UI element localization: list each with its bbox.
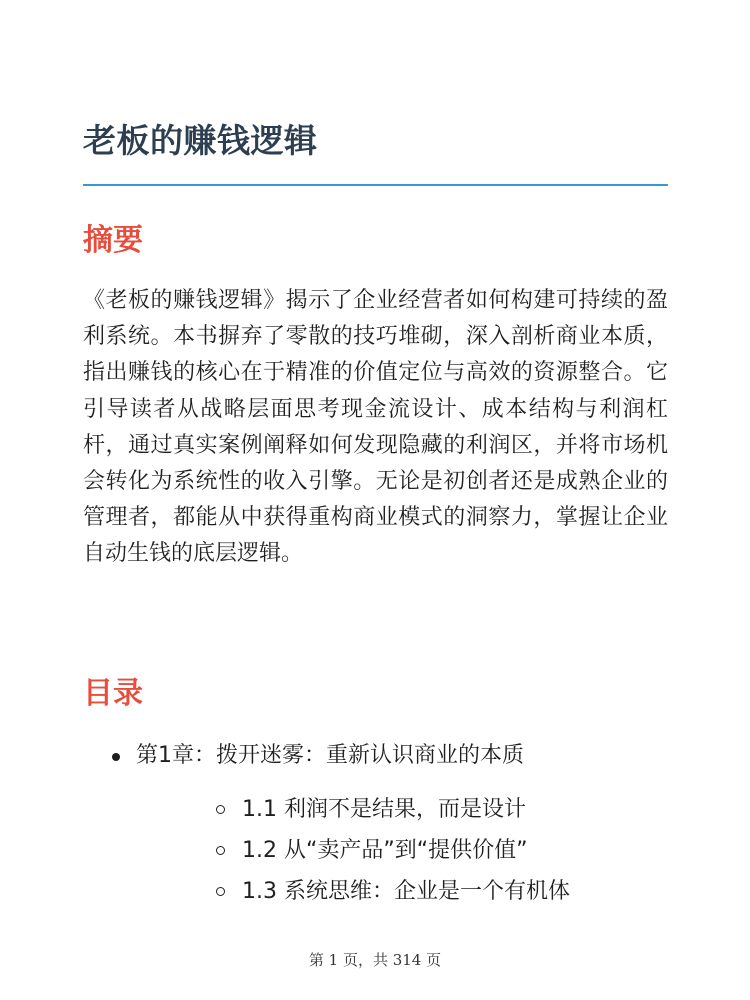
- table-of-contents: [83, 737, 668, 914]
- book-title: 老板的赚钱逻辑: [83, 121, 318, 160]
- circle-bullet-icon: [216, 805, 225, 814]
- title-divider: [83, 184, 668, 186]
- document-page: [83, 0, 668, 1000]
- page-number-footer: 第 1 页，共 314 页: [308, 951, 442, 969]
- toc-section-label: 1.3 系统思维：企业是一个有机体: [242, 879, 570, 904]
- toc-section-1-3: [83, 873, 668, 911]
- toc-chapter-label: 第1章：拨开迷雾：重新认识商业的本质: [136, 743, 524, 768]
- circle-bullet-icon: [216, 846, 225, 855]
- summary-heading: 摘要: [83, 223, 143, 258]
- toc-section-list: [136, 791, 668, 911]
- circle-bullet-icon: [216, 887, 225, 896]
- toc-section-label: 1.2 从“卖产品”到“提供价值”: [242, 838, 528, 863]
- toc-section-1-2: [83, 832, 668, 870]
- bullet-dot-icon: [112, 753, 120, 761]
- toc-section-label: 1.1 利润不是结果，而是设计: [242, 797, 526, 822]
- toc-section-1-1: [83, 791, 668, 829]
- toc-heading: 目录: [83, 676, 143, 711]
- toc-chapter-1: [83, 737, 668, 911]
- summary-paragraph: 《老板的赚钱逻辑》揭示了企业经营者如何构建可持续的盈利系统。本书摒弃了零散的技巧堆砌，深入剖析商业本质，指出赚钱的核心在于精准的价值定位与高效的资源整合。它引导读者从战略层面思考现金流设计、成本结构与利润杠杆，通过真实案例阐释如何发现隐藏的利润区，并将市场机会转化为系统性的收入引擎。无论是初创者还是成熟企业的管理者，都能从中获得重构商业模式的洞察力，掌握让企业自动生钱的底层逻辑。: [83, 288, 668, 567]
